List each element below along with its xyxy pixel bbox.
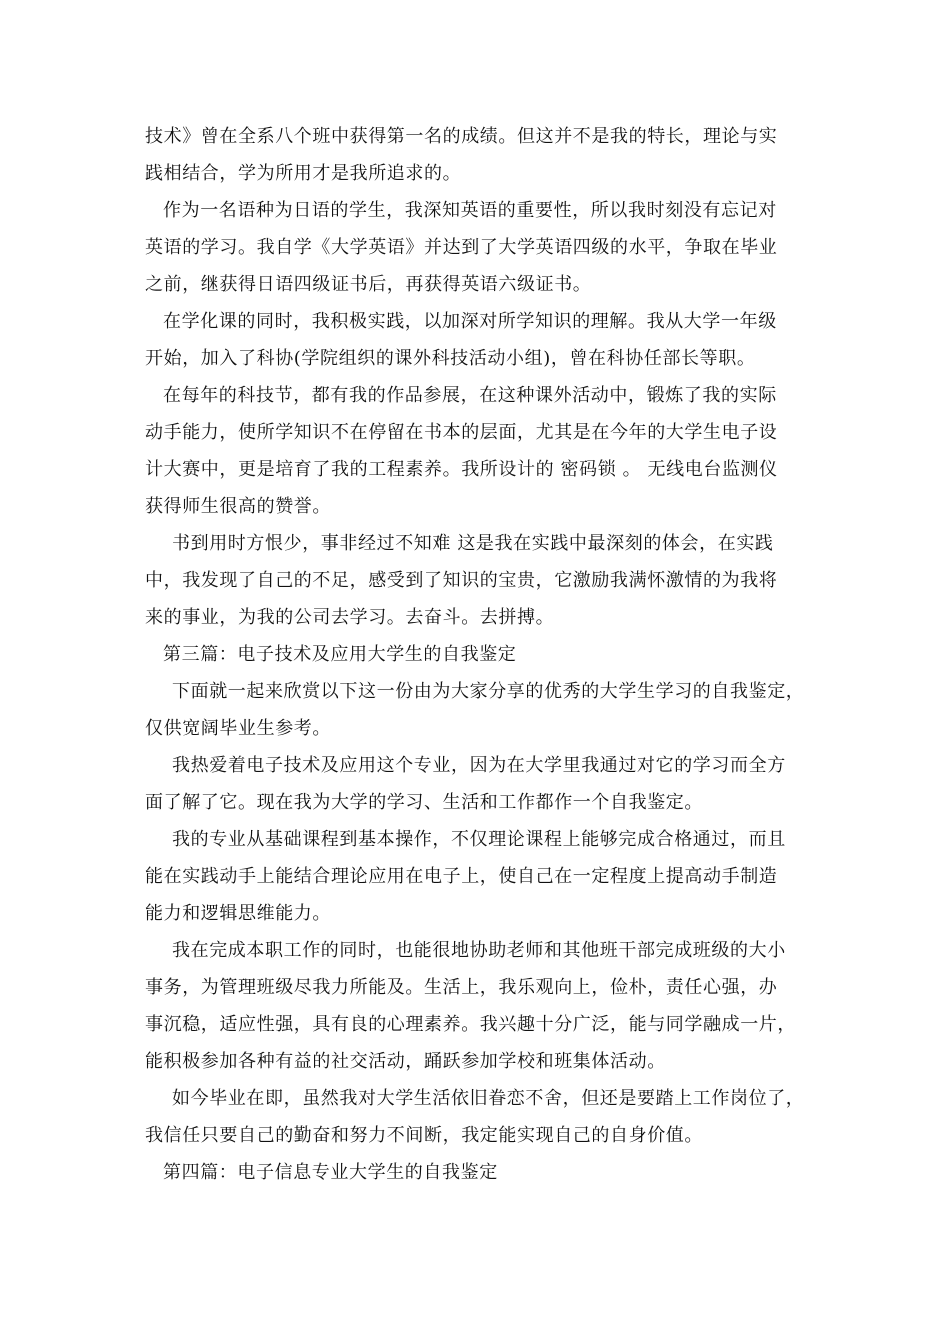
text-line: 技术》曾在全系八个班中获得第一名的成绩。但这并不是我的特长，理论与实: [145, 126, 778, 147]
text-line: 计大赛中，更是培育了我的工程素养。我所设计的 密码锁 。 无线电台监测仪: [145, 459, 778, 480]
text-line: 在学化课的同时，我积极实践，以加深对所学知识的理解。我从大学一年级: [163, 311, 777, 332]
text-line: 能力和逻辑思维能力。: [145, 903, 331, 924]
text-line: 践相结合，学为所用才是我所追求的。: [145, 163, 462, 184]
text-line: 作为一名语种为日语的学生，我深知英语的重要性，所以我时刻没有忘记对: [163, 200, 777, 221]
text-line: 在每年的科技节，都有我的作品参展，在这种课外活动中，锻炼了我的实际: [163, 385, 777, 406]
text-line: 如今毕业在即，虽然我对大学生活依旧眷恋不舍，但还是要踏上工作岗位了，: [172, 1088, 805, 1109]
text-line: 获得师生很高的赞誉。: [145, 496, 331, 517]
text-line: 能积极参加各种有益的社交活动，踊跃参加学校和班集体活动。: [145, 1051, 666, 1072]
text-line: 书到用时方恨少，事非经过不知难 这是我在实践中最深刻的体会，在实践: [172, 533, 774, 554]
text-line: 下面就一起来欣赏以下这一份由为大家分享的优秀的大学生学习的自我鉴定，: [172, 681, 805, 702]
text-line: 事务，为管理班级尽我力所能及。生活上，我乐观向上，俭朴，责任心强，办: [145, 977, 778, 998]
text-line: 我的专业从基础课程到基本操作，不仅理论课程上能够完成合格通过，而且: [172, 829, 786, 850]
text-line: 之前，继获得日语四级证书后，再获得英语六级证书。: [145, 274, 592, 295]
text-line: 我在完成本职工作的同时，也能很地协助老师和其他班干部完成班级的大小: [172, 940, 786, 961]
text-line: 中，我发现了自己的不足，感受到了知识的宝贵，它激励我满怀激情的为我将: [145, 570, 778, 591]
section-heading: 第三篇：电子技术及应用大学生的自我鉴定: [163, 644, 517, 665]
text-line: 英语的学习。我自学《大学英语》并达到了大学英语四级的水平，争取在毕业: [145, 237, 778, 258]
text-line: 仅供宽阔毕业生参考。: [145, 718, 331, 739]
text-line: 动手能力，使所学知识不在停留在书本的层面，尤其是在今年的大学生电子设: [145, 422, 778, 443]
text-line: 面了解了它。现在我为大学的学习、生活和工作都作一个自我鉴定。: [145, 792, 703, 813]
text-line: 我信任只要自己的勤奋和努力不间断，我定能实现自己的自身价值。: [145, 1125, 703, 1146]
text-line: 来的事业，为我的公司去学习。去奋斗。去拼搏。: [145, 607, 555, 628]
text-line: 事沉稳，适应性强，具有良的心理素养。我兴趣十分广泛，能与同学融成一片，: [145, 1014, 796, 1035]
text-line: 能在实践动手上能结合理论应用在电子上，使自己在一定程度上提高动手制造: [145, 866, 778, 887]
section-heading: 第四篇：电子信息专业大学生的自我鉴定: [163, 1162, 498, 1183]
text-line: 我热爱着电子技术及应用这个专业，因为在大学里我通过对它的学习而全方: [172, 755, 786, 776]
text-line: 开始，加入了科协(学院组织的课外科技活动小组)，曾在科协任部长等职。: [145, 348, 756, 369]
